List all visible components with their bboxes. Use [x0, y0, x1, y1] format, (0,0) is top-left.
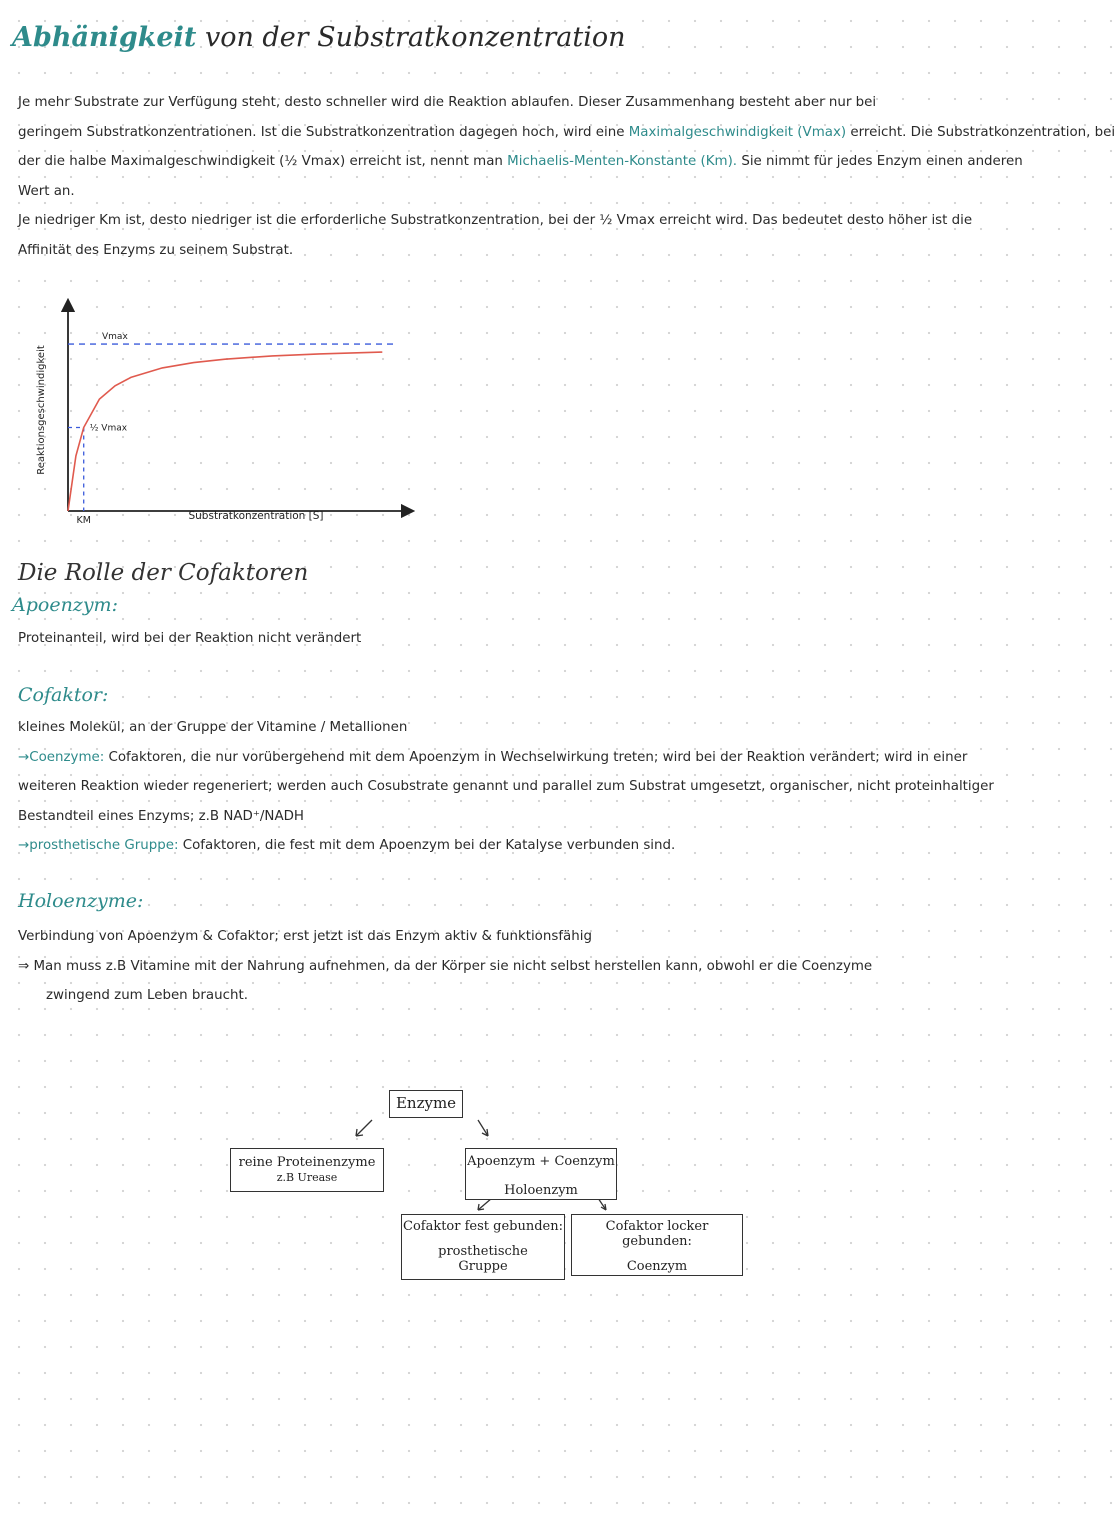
intro-line-3: der die halbe Maximalgeschwindigkeit (½ Vmax) erreicht ist, nennt man Michaelis-Menten-Konstante (Km). Sie nimmt für jedes Enzym einen anderen: [18, 154, 1023, 169]
vmax-label: Vmax: [102, 332, 128, 343]
prosthetic-term: prosthetische Gruppe:: [29, 838, 179, 853]
holoenzyme-heading: Holoenzyme:: [18, 890, 144, 912]
holoenzyme-line-2: ⇒ Man muss z.B Vitamine mit der Nahrung aufnehmen, da der Körper sie nicht selbst herstellen kann, obwohl er die Coenzyme: [18, 958, 873, 974]
half-vmax-label: ½ Vmax: [89, 423, 128, 434]
intro-line-6: Affinität des Enzyms zu seinem Substrat.: [18, 242, 294, 258]
holoenzyme-line-3: zwingend zum Leben braucht.: [46, 988, 248, 1003]
intro-line-4: Wert an.: [18, 183, 75, 199]
intro-line-5: Je niedriger Km ist, desto niedriger ist die erforderliche Substratkonzentration, bei der ½ Vmax erreicht wird. Das bedeutet desto höher ist die: [18, 213, 973, 228]
coenzyme-term: Coenzyme:: [29, 749, 105, 765]
coenzyme-line-3: Bestandteil eines Enzyms; z.B NAD⁺/NADH: [18, 808, 304, 824]
cofaktor-heading: Cofaktor:: [18, 684, 109, 706]
apoenzym-heading: Apoenzym:: [12, 594, 118, 616]
cofaktoren-heading: Die Rolle der Cofaktoren: [18, 560, 309, 586]
term-km: Michaelis-Menten-Konstante (Km).: [507, 154, 738, 169]
right-box-line-1: Apoenzym + Coenzym: [467, 1154, 615, 1169]
diagram-box-coenzym: [571, 1214, 743, 1276]
diagram-box-prosthetic: [401, 1214, 565, 1280]
km-label: KM: [76, 515, 91, 526]
intro-line-1: Je mehr Substrate zur Verfügung steht, desto schneller wird die Reaktion ablaufen. Dieser Zusammenhang besteht aber nur bei: [18, 95, 877, 110]
left-box-line-2: z.B Urease: [276, 1171, 338, 1184]
left-box-line-1: reine Proteinenzyme: [238, 1155, 376, 1170]
holoenzyme-line-1: Verbindung von Apoenzym & Cofaktor; erst jetzt ist das Enzym aktiv & funktionsfähig: [18, 929, 592, 944]
apoenzym-text: Proteinanteil, wird bei der Reaktion nicht verändert: [18, 631, 362, 646]
term-vmax: Maximalgeschwindigkeit (Vmax): [628, 124, 847, 140]
title-part-1: Abhänigkeit: [12, 22, 197, 53]
coenzyme-arrow: →: [18, 749, 30, 765]
title-part-2: von der Substratkonzentration: [204, 22, 626, 53]
prosthetic-line: →prosthetische Gruppe: Cofaktoren, die fest mit dem Apoenzym bei der Katalyse verbunden sind.: [18, 838, 676, 853]
bottom-left-line-1: Cofaktor fest gebunden:: [403, 1219, 563, 1234]
intro-line-2: geringem Substratkonzentrationen. Ist die Substratkonzentration dagegen hoch, wird eine Maximalgeschwindigkeit (Vmax) erreicht. Die Substratkonzentration, bei: [18, 124, 1115, 140]
coenzyme-line-1: →Coenzyme: Cofaktoren, die nur vorübergehend mit dem Apoenzym in Wechselwirkung treten; wird bei der Reaktion verändert; wird in einer: [18, 749, 968, 765]
prosthetic-arrow: →: [18, 838, 30, 853]
arrow-to-left-box: [356, 1120, 372, 1136]
diagram-box-protein-enzymes: [230, 1148, 384, 1192]
y-axis-label: Reaktionsgeschwindigkeit: [36, 345, 47, 475]
bottom-left-line-2: prosthetische: [438, 1244, 528, 1259]
x-axis-label: Substratkonzentration [S]: [188, 510, 324, 522]
diagram-box-holoenzyme: [465, 1148, 617, 1200]
bottom-left-line-3: Gruppe: [458, 1259, 508, 1274]
coenzyme-line-2: weiteren Reaktion wieder regeneriert; werden auch Cosubstrate genannt und parallel zum Substrat umgesetzt, organischer, nicht proteinhaltiger: [18, 779, 994, 794]
bottom-right-line-2: Coenzym: [626, 1259, 688, 1274]
bottom-right-line-1: Cofaktor locker gebunden:: [605, 1219, 709, 1249]
diagram-root-enzyme: Enzyme: [389, 1090, 463, 1118]
right-box-line-2: Holoenzym: [504, 1183, 578, 1198]
cofaktor-line-1: kleines Molekül, an der Gruppe der Vitamine / Metallionen: [18, 720, 408, 735]
